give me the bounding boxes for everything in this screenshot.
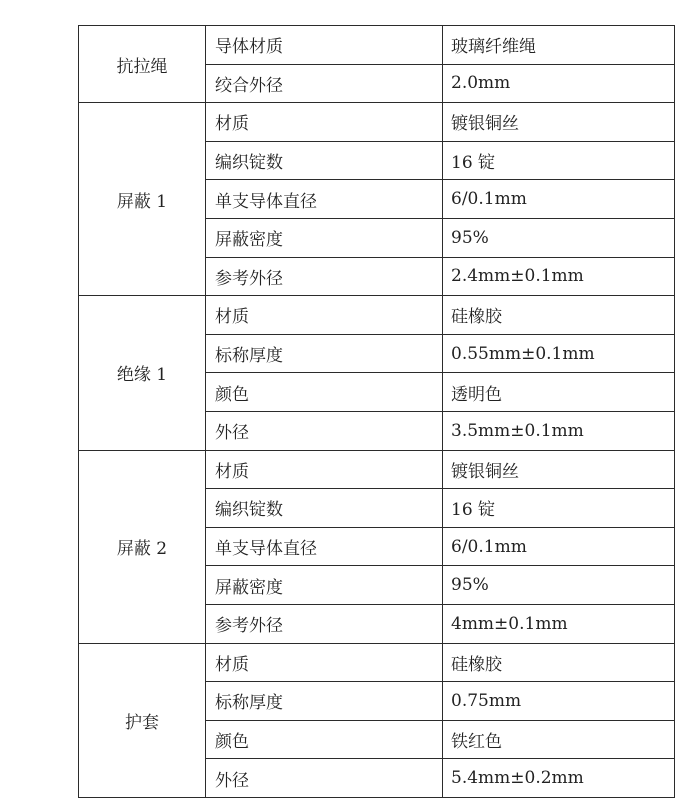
table-row (79, 643, 675, 682)
property-cell: 参考外径 (206, 604, 443, 643)
property-cell: 编织锭数 (206, 141, 443, 180)
property-cell: 编织锭数 (206, 489, 443, 528)
value-cell: 镀银铜丝 (443, 450, 675, 489)
property-cell: 单支导体直径 (206, 527, 443, 566)
value-cell: 95% (443, 566, 675, 605)
property-cell: 屏蔽密度 (206, 566, 443, 605)
property-cell: 导体材质 (206, 26, 443, 65)
value-cell: 透明色 (443, 373, 675, 412)
value-cell: 16 锭 (443, 141, 675, 180)
value-cell: 0.55mm±0.1mm (443, 334, 675, 373)
value-cell: 铁红色 (443, 720, 675, 759)
value-cell: 4mm±0.1mm (443, 604, 675, 643)
value-cell: 硅橡胶 (443, 296, 675, 335)
property-cell: 外径 (206, 411, 443, 450)
group-label: 抗拉绳 (79, 26, 206, 103)
property-cell: 屏蔽密度 (206, 218, 443, 257)
value-cell: 5.4mm±0.2mm (443, 759, 675, 798)
property-cell: 材质 (206, 296, 443, 335)
group-label: 屏蔽 2 (79, 450, 206, 643)
cable-spec-table (78, 25, 675, 798)
property-cell: 单支导体直径 (206, 180, 443, 219)
value-cell: 95% (443, 218, 675, 257)
property-cell: 颜色 (206, 373, 443, 412)
group-label: 绝缘 1 (79, 296, 206, 450)
value-cell: 玻璃纤维绳 (443, 26, 675, 65)
value-cell: 2.0mm (443, 64, 675, 103)
property-cell: 绞合外径 (206, 64, 443, 103)
value-cell: 6/0.1mm (443, 180, 675, 219)
property-cell: 参考外径 (206, 257, 443, 296)
group-label: 屏蔽 1 (79, 103, 206, 296)
property-cell: 颜色 (206, 720, 443, 759)
group-label: 护套 (79, 643, 206, 797)
property-cell: 标称厚度 (206, 334, 443, 373)
value-cell: 2.4mm±0.1mm (443, 257, 675, 296)
property-cell: 材质 (206, 450, 443, 489)
table-row (79, 296, 675, 335)
value-cell: 0.75mm (443, 682, 675, 721)
value-cell: 镀银铜丝 (443, 103, 675, 142)
property-cell: 外径 (206, 759, 443, 798)
value-cell: 16 锭 (443, 489, 675, 528)
spec-table-body (79, 26, 675, 798)
value-cell: 6/0.1mm (443, 527, 675, 566)
property-cell: 标称厚度 (206, 682, 443, 721)
property-cell: 材质 (206, 103, 443, 142)
value-cell: 3.5mm±0.1mm (443, 411, 675, 450)
value-cell: 硅橡胶 (443, 643, 675, 682)
property-cell: 材质 (206, 643, 443, 682)
table-row (79, 450, 675, 489)
table-row (79, 26, 675, 65)
table-row (79, 103, 675, 142)
